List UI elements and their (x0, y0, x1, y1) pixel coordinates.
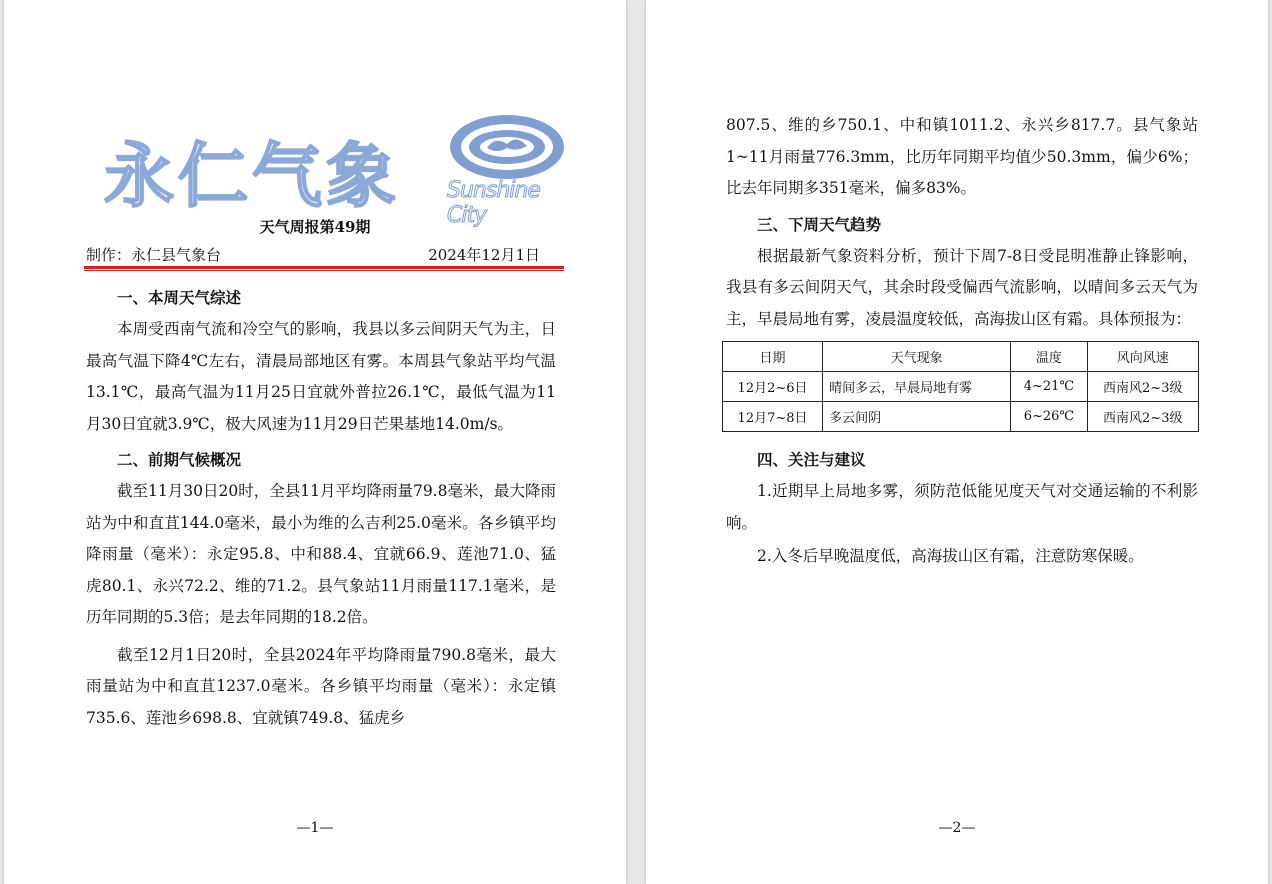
document-page-2 (646, 0, 1268, 884)
paragraph-rainfall-continued: 807.5、维的乡750.1、中和镇1011.2、永兴乡817.7。县气象站1~11月雨量776.3mm，比历年同期平均值少50.3mm，偏少6%；比去年同期多351毫米，偏多83%。 (726, 116, 1198, 197)
paragraph-advice-frost: 2.入冬后早晚温度低，高海拔山区有霜，注意防寒保暖。 (757, 547, 1144, 565)
page-number: —1— (296, 820, 334, 836)
cell-wind: 西南风2~3级 (1087, 372, 1199, 402)
section-heading-next-week-trend: 三、下周天气趋势 (757, 215, 882, 234)
page2-body (726, 110, 1198, 575)
report-date: 2024年12月1日 (428, 246, 540, 264)
header-wind: 风向风速 (1087, 342, 1199, 372)
paragraph-weekly-summary: 本周受西南气流和冷空气的影响，我县以多云间阴天气为主，日最高气温下降4℃左右，清晨局部地区有雾。本周县气象站平均气温13.1℃，最高气温为11月25日宜就外普拉26.1℃，最低气温为11月30日宜就3.9℃，极大风速为11月29日芒果基地14.0m/s。 (86, 320, 556, 433)
header-weather: 天气现象 (823, 342, 1011, 372)
paragraph-november-rainfall: 截至11月30日20时，全县11月平均降雨量79.8毫米，最大降雨站为中和直苴144.0毫米，最小为维的么吉利25.0毫米。各乡镇平均降雨量（毫米）：永定95.8、中和88.4、宜就66.9、莲池71.0、猛虎80.1、永兴72.2、维的71.2。县气象站11月雨量117.1毫米，是历年同期的5.3倍；是去年同期的18.2倍。 (86, 482, 556, 626)
cell-temperature: 6~26℃ (1011, 402, 1087, 432)
cell-weather: 晴间多云，早晨局地有雾 (823, 372, 1011, 402)
section-heading-advice: 四、关注与建议 (757, 451, 866, 469)
table-row (723, 402, 1199, 432)
cloud-logo-icon (447, 112, 567, 182)
header-divider-thin (84, 270, 564, 271)
page1-body (86, 284, 556, 736)
cell-weather: 多云间阴 (823, 402, 1011, 432)
logo-chinese-text: 永仁气象 (104, 135, 400, 217)
section-heading-weekly-summary: 一、本周天气综述 (117, 289, 242, 307)
paragraph-advice-fog: 1.近期早上局地多雾，须防范低能见度天气对交通运输的不利影响。 (726, 482, 1198, 532)
paragraph-forecast-analysis: 根据最新气象资料分析，预计下周7-8日受昆明准静止锋影响，我县有多云间阴天气，其余时段受偏西气流影响，以晴间多云天气为主，早晨局地有雾，凌晨温度较低，高海拔山区有霜。具体预报为： (726, 246, 1198, 328)
logo-english-text: Sunshine City (447, 178, 540, 228)
cell-wind: 西南风2~3级 (1087, 402, 1199, 432)
table-header-row (723, 342, 1199, 372)
document-page-1 (4, 0, 626, 884)
table-row (723, 372, 1199, 402)
producer-label: 制作：永仁县气象台 (86, 246, 222, 264)
cell-date: 12月2~6日 (723, 372, 823, 402)
header-temperature: 温度 (1011, 342, 1087, 372)
section-heading-climate-overview: 二、前期气候概况 (117, 451, 242, 469)
forecast-table (722, 341, 1199, 432)
cell-temperature: 4~21℃ (1011, 372, 1087, 402)
report-title: 天气周报第49期 (259, 218, 371, 236)
header-divider (84, 266, 564, 269)
header-date: 日期 (723, 342, 823, 372)
cell-date: 12月7~8日 (723, 402, 823, 432)
paragraph-annual-rainfall: 截至12月1日20时，全县2024年平均降雨量790.8毫米，最大雨量站为中和直苴1237.0毫米。各乡镇平均雨量（毫米）：永定镇735.6、莲池乡698.8、宜就镇749.8、猛虎乡 (86, 645, 556, 727)
page-number: —2— (938, 820, 976, 836)
